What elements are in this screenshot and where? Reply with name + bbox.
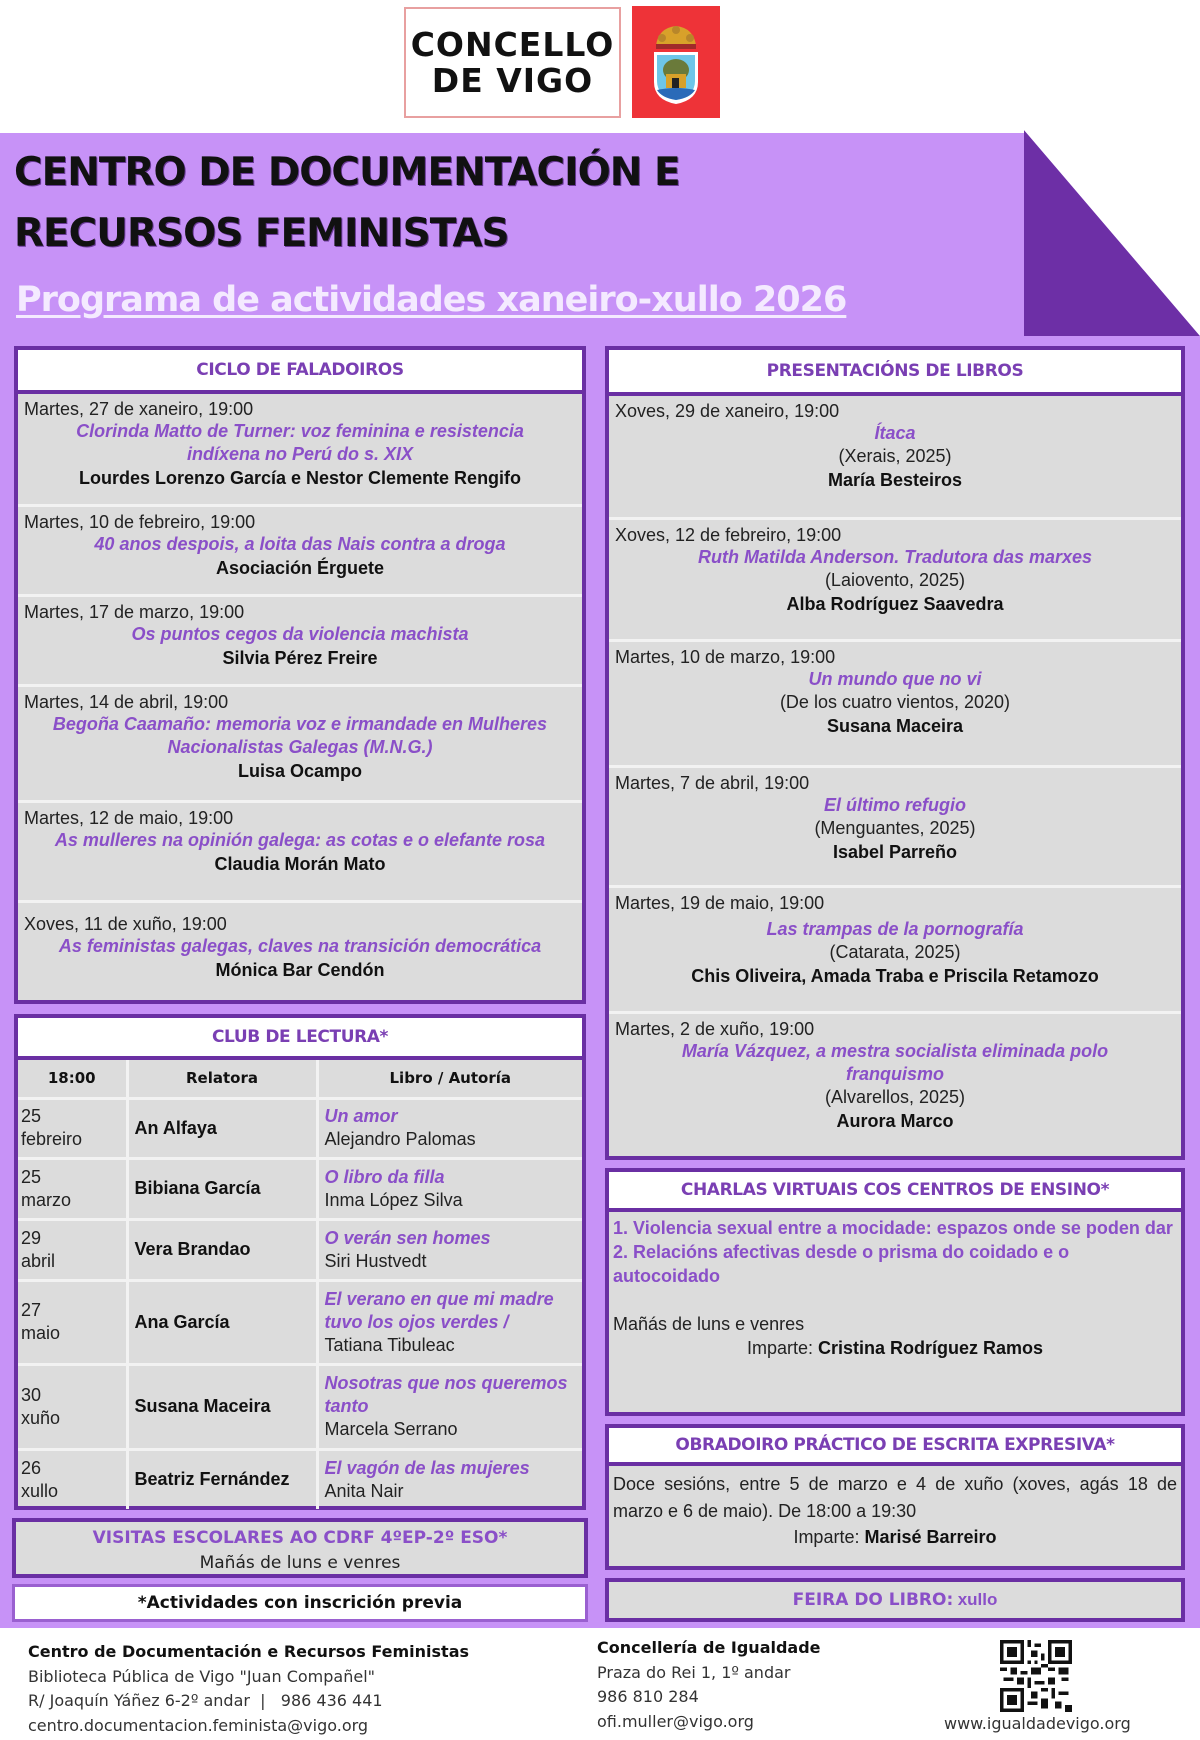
session-day: 30 (21, 1384, 42, 1405)
entry-date: Martes, 17 de marzo, 19:00 (24, 602, 245, 622)
registration-note: *Actividades con inscrición previa (12, 1584, 588, 1622)
feira-do-libro-section (605, 1578, 1185, 1622)
presentation-entry (609, 888, 1181, 1014)
book-title: O verán sen homes (324, 1227, 491, 1248)
concello-de-vigo-logo (404, 7, 621, 118)
entry-author: Isabel Parreño (832, 842, 958, 862)
club-lectura-table (18, 1060, 582, 1509)
entry-title: María Vázquez, a mestra socialista eliminada polo franquismo (681, 1041, 1109, 1084)
session-day: 25 (21, 1106, 42, 1126)
entry-speaker: Mónica Bar Cendón (215, 960, 385, 980)
obradoiro-body (609, 1466, 1181, 1554)
column-header-relatora: Relatora (127, 1060, 317, 1098)
feira-label: FEIRA DO LIBRO: (792, 1590, 954, 1610)
obradoiro-description: Doce sesións, entre 5 de marzo e 4 de xuño (xoves, agás 18 de marzo e 6 de maio). De 18:00 a 19:30 (613, 1474, 1177, 1521)
relatora: Beatriz Fernández (127, 1449, 317, 1509)
imparte-label: Imparte: (746, 1338, 813, 1358)
relatora: Ana García (127, 1280, 317, 1364)
entry-publisher: (Alvarellos, 2025) (824, 1087, 966, 1107)
faladoiro-entry (18, 803, 582, 903)
footer-concelleria-phone: 986 810 284 (597, 1687, 699, 1706)
charlas-body (609, 1212, 1181, 1364)
book-cell (317, 1098, 582, 1158)
entry-publisher: (Laiovento, 2025) (824, 570, 966, 590)
entry-date: Xoves, 12 de febreiro, 19:00 (615, 525, 842, 545)
faladoiro-entry (18, 394, 582, 507)
entry-title: Clorinda Matto de Turner: voz feminina e resistencia indíxena no Perú do s. XIX (76, 421, 524, 464)
entry-date: Martes, 10 de febreiro, 19:00 (24, 512, 256, 532)
footer-cdrf-library: Biblioteca Pública de Vigo "Juan Compañel" (28, 1666, 376, 1686)
entry-speaker: Silvia Pérez Freire (222, 648, 378, 668)
presentacions-list (609, 396, 1181, 1139)
visitas-schedule: Mañás de luns e venres (199, 1553, 401, 1573)
relatora: Vera Brandao (127, 1219, 317, 1280)
table-header-row (18, 1060, 582, 1098)
entry-title: As feministas galegas, claves na transición democrática (58, 936, 542, 956)
entry-author: Alba Rodríguez Saavedra (786, 594, 1004, 614)
faladoiros-list (18, 394, 582, 998)
page-fold-corner-icon (1024, 130, 1200, 336)
footer-cdrf-address: R/ Joaquín Yáñez 6-2º andar | 986 436 441 (28, 1691, 383, 1710)
book-title: El verano en que mi madre tuvo los ojos verdes / (324, 1288, 554, 1332)
book-cell (317, 1449, 582, 1509)
relatora: Susana Maceira (127, 1364, 317, 1449)
entry-date: Xoves, 11 de xuño, 19:00 (24, 914, 227, 934)
entry-title: Un mundo que no vi (808, 669, 982, 689)
club-lectura-heading: CLUB DE LECTURA* (18, 1018, 582, 1060)
presentation-entry (609, 768, 1181, 888)
presentacions-heading: PRESENTACIÓNS DE LIBROS (609, 350, 1181, 396)
book-author: Siri Hustvedt (324, 1250, 427, 1271)
session-month: abril (21, 1250, 56, 1271)
page-title (14, 142, 914, 264)
session-day: 26 (21, 1457, 42, 1478)
table-row (18, 1098, 582, 1158)
footer-website-link[interactable]: www.igualdadevigo.org (944, 1714, 1131, 1733)
entry-publisher: (Catarata, 2025) (829, 942, 961, 962)
session-month: marzo (21, 1189, 72, 1210)
table-row (18, 1219, 582, 1280)
session-date (18, 1158, 127, 1219)
session-month: xuño (21, 1407, 61, 1428)
session-date (18, 1098, 127, 1158)
presentation-entry (609, 520, 1181, 642)
book-cell (317, 1158, 582, 1219)
entry-date: Martes, 2 de xuño, 19:00 (615, 1019, 815, 1039)
entry-date: Martes, 27 de xaneiro, 19:00 (24, 399, 254, 419)
entry-publisher: (Xerais, 2025) (838, 446, 952, 466)
entry-title: Ítaca (874, 423, 916, 443)
book-author: Marcela Serrano (324, 1419, 458, 1439)
faladoiros-heading: CICLO DE FALADOIROS (18, 350, 582, 394)
charlas-schedule: Mañás de luns e venres (613, 1314, 805, 1334)
book-author: Tatiana Tibuleac (324, 1334, 455, 1355)
entry-speaker: Asociación Érguete (215, 558, 385, 578)
entry-speaker: Claudia Morán Mato (214, 854, 386, 874)
visitas-heading: VISITAS ESCOLARES AO CDRF 4ºEP-2º ESO* (92, 1528, 508, 1548)
entry-author: Chis Oliveira, Amada Traba e Priscila Retamozo (691, 966, 1099, 986)
relatora: An Alfaya (127, 1098, 317, 1158)
faladoiros-section (14, 346, 586, 1004)
footer-concelleria-contact (597, 1636, 821, 1734)
footer-cdrf-email[interactable]: centro.documentacion.feminista@vigo.org (28, 1715, 369, 1735)
obradoiro-imparte (613, 1525, 1177, 1549)
table-row (18, 1449, 582, 1509)
book-title: Nosotras que nos queremos tanto (324, 1373, 568, 1416)
imparte-name: Cristina Rodríguez Ramos (818, 1338, 1044, 1358)
faladoiro-entry (18, 597, 582, 687)
book-author: Inma López Silva (324, 1189, 463, 1210)
title-line-1: CENTRO DE DOCUMENTACIÓN E (14, 150, 680, 195)
entry-date: Martes, 19 de maio, 19:00 (615, 893, 825, 913)
column-header-time: 18:00 (18, 1060, 127, 1098)
title-line-2: RECURSOS FEMINISTAS (14, 211, 509, 256)
relatora: Bibiana García (127, 1158, 317, 1219)
entry-title: Os puntos cegos da violencia machista (131, 624, 469, 644)
session-date (18, 1364, 127, 1449)
charlas-virtuais-section (605, 1168, 1185, 1416)
presentation-entry (609, 396, 1181, 520)
footer-cdrf-name: Centro de Documentación e Recursos Feministas (28, 1642, 470, 1661)
entry-author: Susana Maceira (826, 716, 964, 736)
entry-title: As mulleres na opinión galega: as cotas e o elefante rosa (54, 830, 546, 850)
entry-date: Martes, 7 de abril, 19:00 (615, 773, 810, 793)
session-month: febreiro (21, 1129, 83, 1149)
session-date (18, 1280, 127, 1364)
book-cell (317, 1219, 582, 1280)
table-row (18, 1364, 582, 1449)
logo-line-1: CONCELLO (410, 24, 615, 64)
book-author: Alejandro Palomas (324, 1129, 476, 1149)
footer-concelleria-name: Concellería de Igualdade (597, 1638, 821, 1657)
session-date (18, 1449, 127, 1509)
column-header-libro: Libro / Autoría (317, 1060, 582, 1098)
entry-publisher: (De los cuatro vientos, 2020) (779, 692, 1011, 712)
presentation-entry (609, 642, 1181, 768)
session-month: xullo (21, 1480, 59, 1501)
faladoiro-entry (18, 903, 582, 998)
coat-of-arms-icon (632, 6, 720, 118)
session-day: 27 (21, 1300, 42, 1320)
table-row (18, 1280, 582, 1364)
program-subtitle[interactable]: Programa de actividades xaneiro-xullo 2026 (16, 280, 847, 320)
entry-author: María Besteiros (827, 470, 963, 490)
book-title: O libro da filla (324, 1166, 445, 1187)
entry-title: El último refugio (824, 795, 966, 815)
footer-concelleria-email[interactable]: ofi.muller@vigo.org (597, 1711, 754, 1731)
book-title: Un amor (324, 1106, 398, 1126)
session-date (18, 1219, 127, 1280)
entry-title: Ruth Matilda Anderson. Tradutora das marxes (697, 547, 1093, 567)
charlas-heading: CHARLAS VIRTUAIS COS CENTROS DE ENSINO* (609, 1172, 1181, 1212)
imparte-name: Marisé Barreiro (864, 1527, 997, 1547)
visitas-escolares-section (12, 1518, 588, 1578)
feira-value: xullo (957, 1590, 998, 1609)
session-month: maio (21, 1323, 61, 1343)
charla-topic-2: 2. Relacións afectivas desde o prisma do coidado e o autocoidado (613, 1242, 1070, 1286)
entry-speaker: Lourdes Lorenzo García e Nestor Clemente Rengifo (78, 468, 522, 488)
presentation-entry (609, 1014, 1181, 1139)
faladoiro-entry (18, 507, 582, 597)
entry-date: Martes, 14 de abril, 19:00 (24, 692, 229, 712)
footer-concelleria-address: Praza do Rei 1, 1º andar (597, 1662, 791, 1682)
table-row (18, 1158, 582, 1219)
book-cell (317, 1364, 582, 1449)
book-cell (317, 1280, 582, 1364)
imparte-label: Imparte: (793, 1527, 860, 1547)
qr-code-icon[interactable] (1000, 1640, 1072, 1712)
logo-line-2: DE VIGO (431, 60, 594, 100)
entry-date: Xoves, 29 de xaneiro, 19:00 (615, 401, 840, 421)
club-lectura-section (14, 1014, 586, 1510)
book-title: El vagón de las mujeres (324, 1457, 530, 1478)
entry-speaker: Luisa Ocampo (237, 761, 363, 781)
entry-date: Martes, 12 de maio, 19:00 (24, 808, 234, 828)
charla-topic-1: 1. Violencia sexual entre a mocidade: espazos onde se poden dar (613, 1218, 1173, 1238)
obradoiro-heading: OBRADOIRO PRÁCTICO DE ESCRITA EXPRESIVA* (609, 1428, 1181, 1466)
presentacions-section (605, 346, 1185, 1160)
entry-date: Martes, 10 de marzo, 19:00 (615, 647, 836, 667)
entry-publisher: (Menguantes, 2025) (814, 818, 976, 838)
obradoiro-section (605, 1424, 1185, 1570)
charlas-imparte (613, 1336, 1177, 1360)
entry-title: Las trampas de la pornografía (766, 919, 1024, 939)
footer-cdrf-contact (28, 1640, 469, 1738)
book-author: Anita Nair (324, 1480, 404, 1501)
entry-title: 40 anos despois, a loita das Nais contra a droga (94, 534, 506, 554)
faladoiro-entry (18, 687, 582, 803)
session-day: 29 (21, 1227, 42, 1248)
session-day: 25 (21, 1166, 42, 1187)
entry-title: Begoña Caamaño: memoria voz e irmandade en Mulheres Nacionalistas Galegas (M.N.G.) (52, 714, 548, 757)
entry-author: Aurora Marco (836, 1111, 954, 1131)
